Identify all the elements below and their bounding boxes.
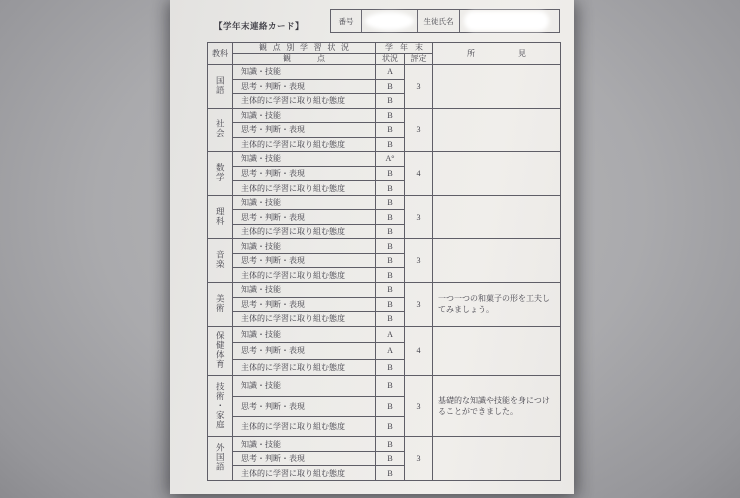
student-name-label: 生徒氏名 [418, 10, 460, 32]
grade-value: B [376, 312, 405, 327]
student-name-value-cell [460, 10, 559, 32]
viewpoint-subheader: 観点 [233, 54, 376, 65]
subject-row [208, 282, 561, 297]
subject-name: 社会 [215, 119, 226, 139]
grade-value: B [376, 437, 405, 452]
remarks-text [433, 437, 561, 481]
subject-name: 外国語 [215, 443, 226, 472]
viewpoint-label: 知識・技能 [233, 282, 376, 297]
grade-value: B [376, 282, 405, 297]
viewpoint-label: 思考・判断・表現 [233, 210, 376, 225]
subject-row [208, 152, 561, 167]
grade-value: B [376, 451, 405, 466]
subject-name-cell [208, 108, 233, 152]
grade-value: B [376, 79, 405, 94]
subject-row [208, 65, 561, 80]
rating-value: 3 [405, 282, 433, 326]
redaction-student-name [464, 11, 549, 31]
grade-value: B [376, 166, 405, 181]
rating-subheader: 評定 [405, 54, 433, 65]
grade-value: B [376, 224, 405, 239]
remarks-text [433, 326, 561, 376]
grade-value: B [376, 195, 405, 210]
grade-value: A [376, 65, 405, 80]
grade-value: B [376, 94, 405, 109]
grade-value: B [376, 137, 405, 152]
subject-row [208, 437, 561, 452]
remarks-text [433, 108, 561, 152]
subject-name-cell [208, 65, 233, 109]
remarks-text [433, 239, 561, 283]
subject-name-cell [208, 326, 233, 376]
grade-value: A [376, 326, 405, 343]
grade-value: B [376, 253, 405, 268]
viewpoint-label: 思考・判断・表現 [233, 451, 376, 466]
grades-table-body [208, 65, 561, 481]
viewpoint-label: 知識・技能 [233, 195, 376, 210]
rating-value: 3 [405, 195, 433, 239]
subject-name: 音楽 [215, 250, 226, 270]
grade-value: A° [376, 152, 405, 167]
viewpoint-label: 思考・判断・表現 [233, 343, 376, 360]
grade-value: B [376, 396, 405, 416]
subject-name-cell [208, 239, 233, 283]
remarks-text [433, 65, 561, 109]
rating-value: 3 [405, 239, 433, 283]
subject-row [208, 239, 561, 254]
viewpoint-label: 知識・技能 [233, 376, 376, 396]
viewpoint-label: 主体的に学習に取り組む態度 [233, 416, 376, 436]
grade-value: B [376, 268, 405, 283]
subject-name-cell [208, 437, 233, 481]
subject-name: 数学 [215, 162, 226, 182]
viewpoint-label: 主体的に学習に取り組む態度 [233, 268, 376, 283]
subject-name: 保健体育 [215, 330, 226, 369]
grade-value: B [376, 376, 405, 396]
grade-value: B [376, 239, 405, 254]
viewpoint-label: 知識・技能 [233, 65, 376, 80]
grade-value: B [376, 108, 405, 123]
subject-name-cell [208, 282, 233, 326]
report-card-paper [170, 0, 574, 494]
viewpoint-status-header: 観点別学習状況 [233, 43, 376, 54]
subject-name: 美術 [215, 293, 226, 313]
remarks-text [433, 152, 561, 196]
rating-value: 3 [405, 376, 433, 437]
status-subheader: 状況 [376, 54, 405, 65]
viewpoint-label: 知識・技能 [233, 152, 376, 167]
subject-row [208, 108, 561, 123]
viewpoint-label: 思考・判断・表現 [233, 166, 376, 181]
document-title: 【学年末連絡カード】 [214, 21, 305, 31]
remarks-text: 一つ一つの和菓子の形を工夫してみましょう。 [433, 282, 561, 326]
viewpoint-label: 知識・技能 [233, 239, 376, 254]
year-end-header: 学年末 [376, 43, 433, 54]
number-value-cell [362, 10, 418, 32]
rating-value: 3 [405, 108, 433, 152]
grade-value: B [376, 466, 405, 481]
number-label: 番号 [331, 10, 362, 32]
subject-row [208, 376, 561, 396]
student-id-box [330, 9, 560, 33]
grades-table-header [208, 43, 561, 65]
rating-value: 3 [405, 437, 433, 481]
subject-name-cell [208, 195, 233, 239]
viewpoint-label: 思考・判断・表現 [233, 396, 376, 416]
grade-value: B [376, 123, 405, 138]
viewpoint-label: 思考・判断・表現 [233, 297, 376, 312]
subject-column-header: 教科 [208, 43, 233, 65]
grade-value: A [376, 343, 405, 360]
viewpoint-label: 思考・判断・表現 [233, 79, 376, 94]
viewpoint-label: 主体的に学習に取り組む態度 [233, 137, 376, 152]
subject-name-cell [208, 152, 233, 196]
grade-value: B [376, 297, 405, 312]
subject-row [208, 195, 561, 210]
viewpoint-label: 主体的に学習に取り組む態度 [233, 181, 376, 196]
viewpoint-label: 主体的に学習に取り組む態度 [233, 359, 376, 376]
remarks-column-header: 所見 [433, 43, 561, 65]
remarks-text [433, 195, 561, 239]
rating-value: 4 [405, 152, 433, 196]
grade-value: B [376, 181, 405, 196]
grade-value: B [376, 416, 405, 436]
viewpoint-label: 主体的に学習に取り組む態度 [233, 312, 376, 327]
viewpoint-label: 思考・判断・表現 [233, 123, 376, 138]
subject-name: 技術・家庭 [215, 381, 226, 429]
viewpoint-label: 知識・技能 [233, 326, 376, 343]
viewpoint-label: 主体的に学習に取り組む態度 [233, 224, 376, 239]
rating-value: 4 [405, 326, 433, 376]
rating-value: 3 [405, 65, 433, 109]
redaction-number [365, 12, 414, 30]
viewpoint-label: 知識・技能 [233, 108, 376, 123]
grade-value: B [376, 359, 405, 376]
subject-name: 理科 [215, 206, 226, 226]
viewpoint-label: 知識・技能 [233, 437, 376, 452]
subject-row [208, 326, 561, 343]
remarks-text: 基礎的な知識や技能を身につけることができました。 [433, 376, 561, 437]
viewpoint-label: 主体的に学習に取り組む態度 [233, 94, 376, 109]
viewpoint-label: 主体的に学習に取り組む態度 [233, 466, 376, 481]
viewpoint-label: 思考・判断・表現 [233, 253, 376, 268]
subject-name-cell [208, 376, 233, 437]
subject-name: 国語 [215, 75, 226, 95]
grade-value: B [376, 210, 405, 225]
grades-table [207, 42, 561, 481]
